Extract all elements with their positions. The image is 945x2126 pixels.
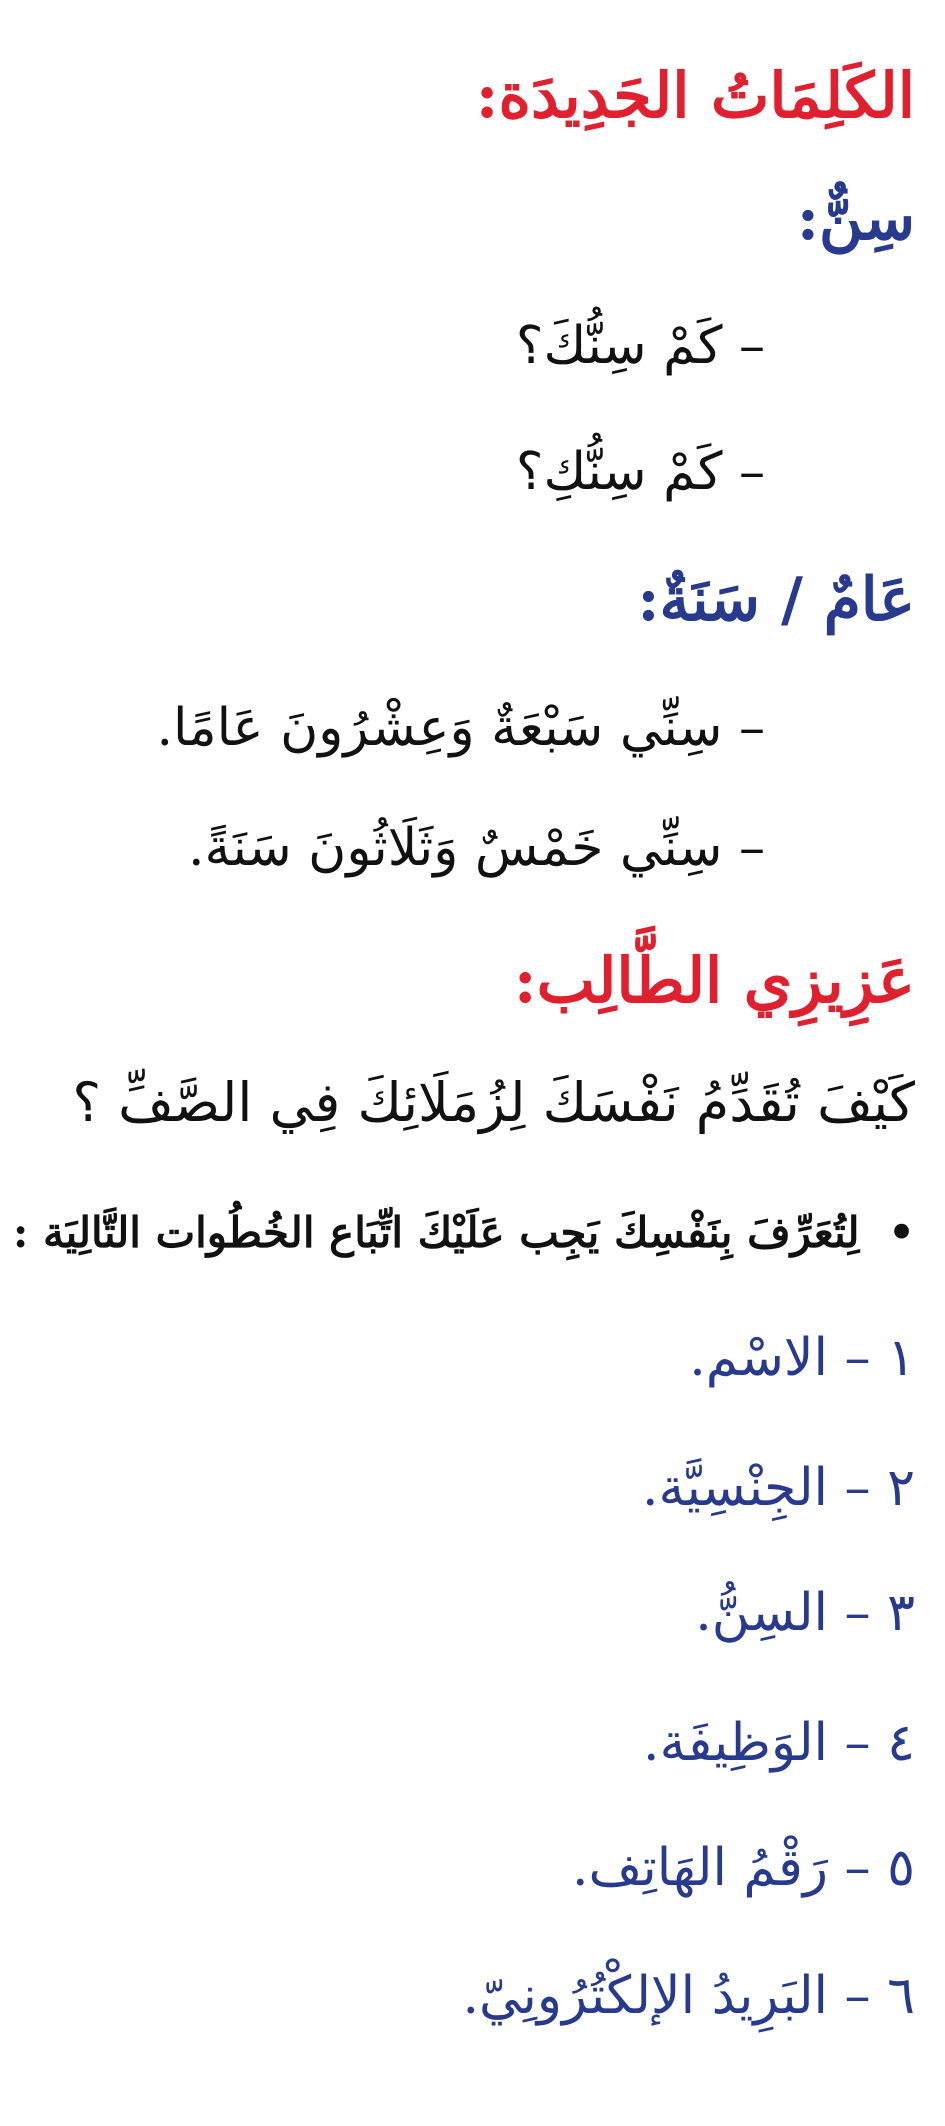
- step-6: ٦ – البَرِيدُ الإلكْتُرُونِيّ.: [462, 1966, 915, 2026]
- step-3: ٣ – السِنُّ.: [695, 1583, 915, 1643]
- intro-question: كَيْفَ تُقَدِّمُ نَفْسَكَ لِزُمَلَائِكَ فِي الصَّفِّ ؟: [72, 1071, 915, 1134]
- word-year-example-1: – سِنِّي سَبْعَةٌ وَعِشْرُونَ عَامًا.: [156, 698, 765, 758]
- word-age-example-2: – كَمْ سِنُّكِ؟: [515, 442, 765, 502]
- word-age-example-1: – كَمْ سِنُّكَ؟: [515, 316, 765, 376]
- word-year-heading: عَامٌ / سَنَةٌ:: [637, 565, 915, 635]
- step-1: ١ – الاسْم.: [689, 1328, 915, 1388]
- bullet-icon: •: [888, 1208, 915, 1257]
- student-heading: عَزِيزِي الطَّالِب:: [513, 944, 915, 1017]
- new-words-heading: الكَلِمَاتُ الجَدِيدَة:: [475, 59, 915, 132]
- step-2: ٢ – الجِنْسِيَّة.: [641, 1458, 915, 1518]
- word-year-example-2: – سِنِّي خَمْسٌ وَثَلَاثُونَ سَنَةً.: [187, 818, 765, 878]
- word-age-heading: سِنٌّ:: [796, 184, 915, 254]
- step-4: ٤ – الوَظِيفَة.: [643, 1713, 915, 1773]
- instruction-line: [12, 1208, 915, 1257]
- step-5: ٥ – رَقْمُ الهَاتِف.: [571, 1838, 915, 1898]
- instruction-text: لِتُعَرِّفَ بِنَفْسِكَ يَجِب عَلَيْكَ اتِّبَاع الخُطُوات التَّالِيَة :: [12, 1208, 860, 1257]
